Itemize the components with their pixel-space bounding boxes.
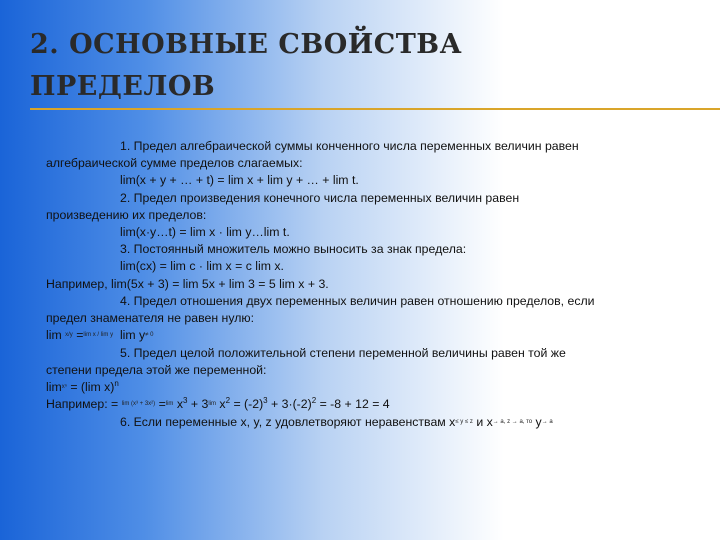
quotient-limit-image: lim x / lim y <box>83 332 114 339</box>
property-1-continuation: алгебраической сумме пределов слагаемых: <box>46 156 303 171</box>
title-underline <box>30 108 720 110</box>
example-limit-image: lim (x³ + 3x²) <box>121 401 156 408</box>
property-3-formula: lim(cx) = lim c · lim x = c lim x. <box>120 259 284 274</box>
property-6-heading: 6. Если переменные x, y, z удовлетворяют неравенствам x≤ y ≤ z и x→ a, z → a, то y→ a <box>120 414 553 429</box>
quotient-formula-image: x/y <box>65 332 73 339</box>
property-4-formula: lim x/y =lim x / lim y lim y≠ 0 <box>46 328 154 343</box>
property-5-example: Например: = lim (x³ + 3x²) =lim $x^3 + 3\lim$ $x^2 = (-2)^3 + 3\cdot(-2)^2 = -8 + 12 = 4$ <box>46 396 390 412</box>
property-2-continuation: произведению их пределов: <box>46 207 207 222</box>
property-4-heading: 4. Предел отношения двух переменных величин равен отношению пределов, если <box>120 293 595 308</box>
title-line-2: ПРЕДЕЛОВ <box>30 71 216 102</box>
property-5-continuation: степени предела этой же переменной: <box>46 362 267 377</box>
property-5-formula: limxⁿ = (lim x)$^n$ <box>46 378 119 394</box>
property-1-formula: lim(x + y + … + t) = lim x + lim y + … + lim t. <box>120 173 359 188</box>
inequality-image: ≤ y ≤ z <box>455 418 473 425</box>
limit-condition-image: → a, z → a, то <box>492 418 533 425</box>
title-line-1: 2. ОСНОВНЫЕ СВОЙСТВА <box>30 29 463 60</box>
property-3-heading: 3. Постоянный множитель можно выносить за знак предела: <box>120 242 467 257</box>
slide-content <box>46 138 706 431</box>
property-4-continuation: предел знаменателя не равен нулю: <box>46 311 255 326</box>
property-3-example: Например, lim(5x + 3) = lim 5x + lim 3 = 5 lim x + 3. <box>46 276 329 291</box>
property-2-heading: 2. Предел произведения конечного числа переменных величин равен <box>120 190 520 205</box>
power-formula-image: xⁿ <box>61 384 67 391</box>
property-1-heading: 1. Предел алгебраической суммы конченного числа переменных величин равен <box>120 139 579 153</box>
slide-title <box>30 24 462 108</box>
property-5-heading: 5. Предел целой положительной степени переменной величины равен той же <box>120 345 566 360</box>
nonzero-condition-image: ≠ 0 <box>145 332 154 339</box>
property-2-formula: lim(x·y…t) = lim x · lim y…lim t. <box>120 225 290 240</box>
